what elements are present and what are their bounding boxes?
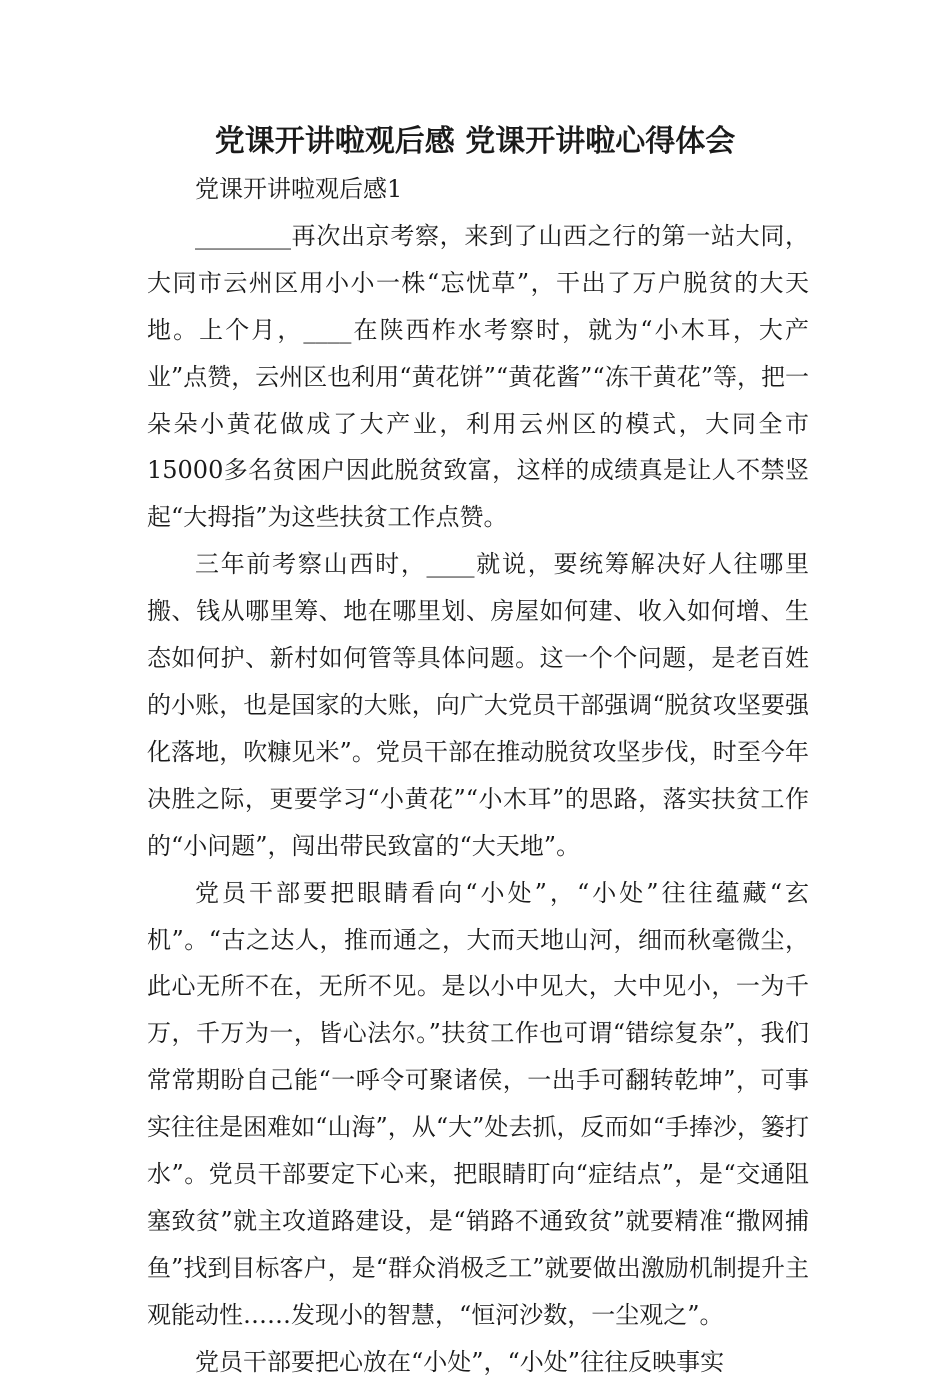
document-body bbox=[147, 166, 809, 1386]
paragraph-4: 党员干部要把心放在“小处”，“小处”往往反映事实 bbox=[195, 1347, 725, 1376]
paragraph-3: 党员干部要把眼睛看向“小处”，“小处”往往蕴藏“玄机”。“古之达人，推而通之，大而天地山河，细而秋毫微尘，此心无所不在，无所不见。是以小中见大，大中见小，一为千万，千万为一，皆心法尔。”扶贫工作也可谓“错综复杂”，我们常常期盼自己能“一呼令可聚诸侯，一出手可翻转乾坤”，可事实往往是困难如“山海”，从“大”处去抓，反而如“手捧沙，篓打水”。党员干部要定下心来，把眼睛盯向“症结点”，是“交通阻塞致贫”就主攻道路建设，是“销路不通致贫”就要精准“撒网捕鱼”找到目标客户，是“群众消极乏工”就要做出激励机制提升主观能动性……发现小的智慧，“恒河沙数，一尘观之”。 bbox=[147, 878, 809, 1329]
section-subtitle: 党课开讲啦观后感1 bbox=[195, 175, 403, 203]
document-title: 党课开讲啦观后感 党课开讲啦心得体会 bbox=[214, 124, 736, 159]
paragraph-1: ________再次出京考察，来到了山西之行的第一站大同，大同市云州区用小小一株“忘忧草”，干出了万户脱贫的大天地。上个月，____在陕西柞水考察时，就为“小木耳，大产业”点赞，云州区也利用“黄花饼”“黄花酱”“冻干黄花”等，把一朵朵小黄花做成了大产业，利用云州区的模式，大同全市15000多名贫困户因此脱贫致富，这样的成绩真是让人不禁竖起“大拇指”为这些扶贫工作点赞。 bbox=[147, 221, 809, 532]
paragraph-2: 三年前考察山西时，____就说，要统筹解决好人往哪里搬、钱从哪里筹、地在哪里划、房屋如何建、收入如何增、生态如何护、新村如何管等具体问题。这一个个问题，是老百姓的小账，也是国家的大账，向广大党员干部强调“脱贫攻坚要强化落地，吹糠见米”。党员干部在推动脱贫攻坚步伐，时至今年决胜之际，更要学习“小黄花”“小木耳”的思路，落实扶贫工作的“小问题”，闯出带民致富的“大天地”。 bbox=[147, 550, 809, 860]
